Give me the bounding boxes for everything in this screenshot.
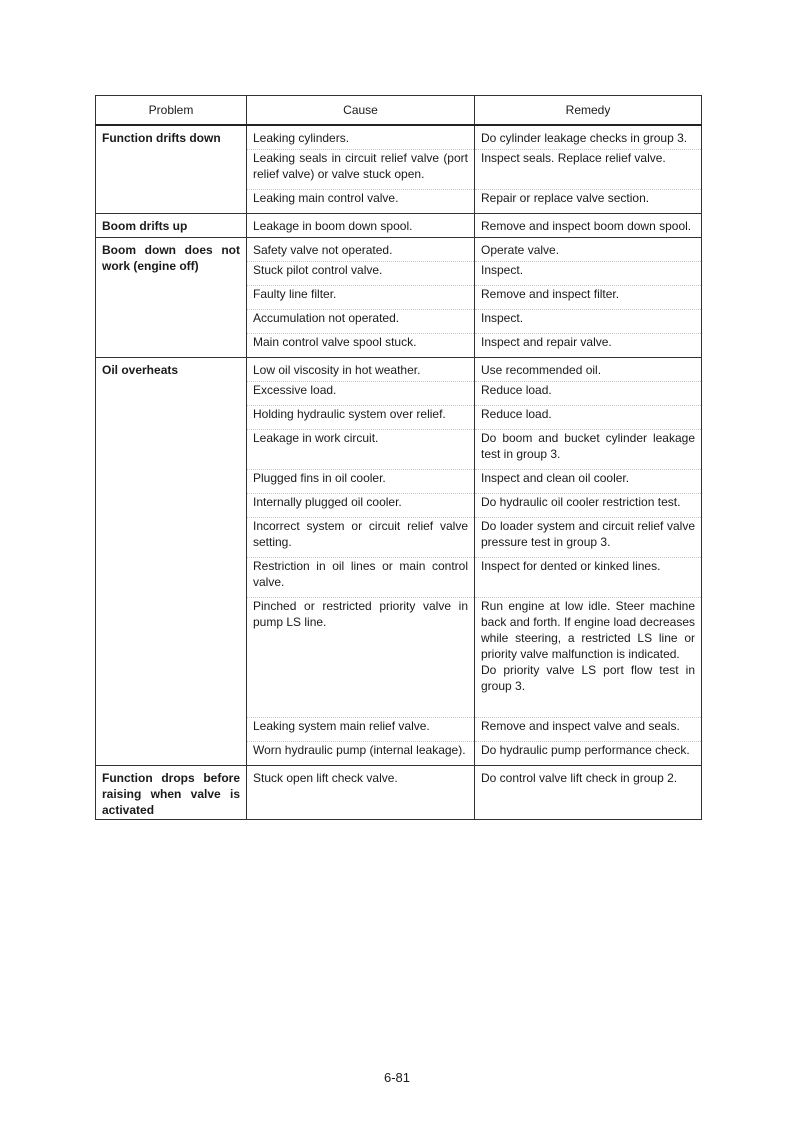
table-row (96, 237, 702, 261)
problem-cell: Boom down does not work (engine off) (96, 237, 247, 357)
remedy-cell: Reduce load. (475, 405, 702, 429)
cause-cell: Internally plugged oil cooler. (247, 493, 475, 517)
remedy-cell: Run engine at low idle. Steer machine back and forth. If engine load decreases while steering, a restricted LS line or priority valve malfunction is indicated. Do priority valve LS port flow test in group 3. (475, 597, 702, 717)
cause-cell: Worn hydraulic pump (internal leakage). (247, 741, 475, 765)
remedy-cell: Inspect seals. Replace relief valve. (475, 149, 702, 189)
remedy-cell: Inspect. (475, 261, 702, 285)
remedy-cell: Do loader system and circuit relief valve pressure test in group 3. (475, 517, 702, 557)
problem-cell: Oil overheats (96, 357, 247, 765)
table-row (96, 125, 702, 149)
cause-cell: Accumulation not operated. (247, 309, 475, 333)
table-row (96, 357, 702, 381)
cause-cell: Leakage in work circuit. (247, 429, 475, 469)
remedy-cell: Do cylinder leakage checks in group 3. (475, 125, 702, 149)
cause-cell: Pinched or restricted priority valve in pump LS line. (247, 597, 475, 717)
cause-cell: Leakage in boom down spool. (247, 213, 475, 237)
cause-cell: Leaking cylinders. (247, 125, 475, 149)
remedy-cell: Remove and inspect boom down spool. (475, 213, 702, 237)
cause-cell: Incorrect system or circuit relief valve setting. (247, 517, 475, 557)
remedy-cell: Operate valve. (475, 237, 702, 261)
cause-cell: Safety valve not operated. (247, 237, 475, 261)
cause-cell: Leaking seals in circuit relief valve (port relief valve) or valve stuck open. (247, 149, 475, 189)
table-body (96, 125, 702, 819)
table-row (96, 765, 702, 819)
header-row (96, 96, 702, 126)
cause-cell: Leaking main control valve. (247, 189, 475, 213)
problem-cell: Function drops before raising when valve is activated (96, 765, 247, 819)
cause-cell: Plugged fins in oil cooler. (247, 469, 475, 493)
remedy-cell: Do hydraulic oil cooler restriction test. (475, 493, 702, 517)
troubleshooting-table (95, 95, 702, 820)
remedy-cell: Do control valve lift check in group 2. (475, 765, 702, 819)
header-remedy: Remedy (475, 96, 702, 126)
cause-cell: Stuck pilot control valve. (247, 261, 475, 285)
cause-cell: Excessive load. (247, 381, 475, 405)
remedy-cell: Do hydraulic pump performance check. (475, 741, 702, 765)
remedy-cell: Inspect. (475, 309, 702, 333)
cause-cell: Stuck open lift check valve. (247, 765, 475, 819)
cause-cell: Faulty line filter. (247, 285, 475, 309)
cause-cell: Main control valve spool stuck. (247, 333, 475, 357)
problem-cell: Boom drifts up (96, 213, 247, 237)
remedy-cell: Inspect and clean oil cooler. (475, 469, 702, 493)
remedy-cell: Use recommended oil. (475, 357, 702, 381)
remedy-cell: Remove and inspect valve and seals. (475, 717, 702, 741)
cause-cell: Restriction in oil lines or main control valve. (247, 557, 475, 597)
cause-cell: Low oil viscosity in hot weather. (247, 357, 475, 381)
remedy-cell: Remove and inspect filter. (475, 285, 702, 309)
header-cause: Cause (247, 96, 475, 126)
remedy-cell: Inspect for dented or kinked lines. (475, 557, 702, 597)
remedy-cell: Repair or replace valve section. (475, 189, 702, 213)
cause-cell: Holding hydraulic system over relief. (247, 405, 475, 429)
page-number: 6-81 (383, 1070, 411, 1085)
table-row (96, 213, 702, 237)
cause-cell: Leaking system main relief valve. (247, 717, 475, 741)
header-problem: Problem (96, 96, 247, 126)
remedy-cell: Reduce load. (475, 381, 702, 405)
remedy-cell: Inspect and repair valve. (475, 333, 702, 357)
problem-cell: Function drifts down (96, 125, 247, 213)
remedy-cell: Do boom and bucket cylinder leakage test in group 3. (475, 429, 702, 469)
